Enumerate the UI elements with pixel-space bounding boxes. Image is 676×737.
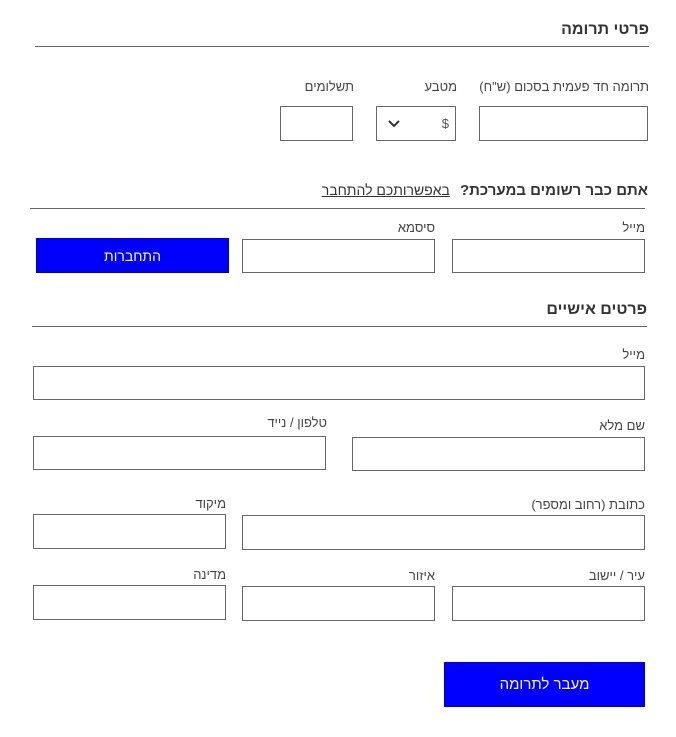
password-input[interactable] — [242, 239, 435, 273]
login-email-input[interactable] — [452, 239, 645, 273]
currency-label: מטבע — [424, 79, 457, 94]
phone-input[interactable] — [33, 436, 326, 470]
currency-select[interactable] — [376, 106, 456, 141]
zip-input[interactable] — [33, 514, 226, 549]
fullname-input[interactable] — [352, 437, 645, 471]
amount-input[interactable] — [479, 106, 648, 141]
city-input[interactable] — [452, 586, 645, 621]
amount-label: תרומה חד פעמית בסכום (ש"ח) — [479, 79, 649, 94]
region-input[interactable] — [242, 586, 435, 621]
fullname-label: שם מלא — [599, 418, 645, 433]
country-label: מדינה — [193, 567, 226, 582]
donation-section-title: פרטי תרומה — [561, 21, 649, 38]
phone-label: טלפון / נייד — [267, 415, 327, 430]
login-button[interactable]: התחברות — [36, 238, 229, 273]
address-label: כתובת (רחוב ומספר) — [531, 497, 645, 512]
chevron-down-icon — [387, 119, 401, 129]
installments-label: תשלומים — [304, 79, 354, 94]
personal-email-label: מייל — [622, 347, 645, 362]
login-divider — [30, 208, 645, 209]
currency-value: $ — [441, 116, 449, 131]
country-input[interactable] — [33, 585, 226, 620]
personal-divider — [32, 326, 647, 327]
region-label: איזור — [408, 568, 435, 583]
login-link[interactable]: באפשרותכם להתחבר — [321, 182, 450, 198]
personal-section-title: פרטים אישיים — [546, 301, 647, 318]
city-label: עיר / יישוב — [588, 568, 645, 583]
donation-divider — [35, 46, 649, 47]
login-prompt — [322, 182, 648, 199]
installments-input[interactable] — [280, 106, 353, 141]
submit-donation-button[interactable]: מעבר לתרומה — [444, 662, 645, 707]
password-label: סיסמא — [397, 220, 435, 235]
address-input[interactable] — [242, 515, 645, 550]
login-email-label: מייל — [622, 220, 645, 235]
personal-email-input[interactable] — [33, 366, 645, 400]
login-question: אתם כבר רשומים במערכת? — [459, 182, 648, 199]
zip-label: מיקוד — [195, 496, 226, 511]
